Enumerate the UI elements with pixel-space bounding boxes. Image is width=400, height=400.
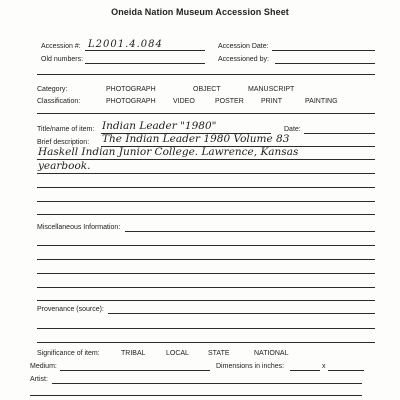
blank-line [37,187,375,188]
artist-label: Artist: [30,376,48,383]
significance-label: Significance of item: [37,350,100,357]
blank-line [37,74,375,75]
brief-description-underline-3 [37,173,375,174]
dimensions-height-line [328,370,364,371]
classification-option-painting: PAINTING [305,98,338,105]
blank-line [37,273,375,274]
medium-line [60,370,210,371]
category-label: Category: [37,86,68,93]
blank-line [37,328,375,329]
old-numbers-label: Old numbers: [41,56,84,63]
brief-description-line-3: yearbook. [38,160,91,172]
title-name-value: Indian Leader "1980" [102,120,217,132]
dimensions-separator: x [322,363,326,370]
blank-line [37,300,375,301]
dimensions-label: Dimensions in inches: [216,363,285,370]
classification-label: Classification: [37,98,81,105]
blank-line [30,395,362,396]
blank-line [37,214,375,215]
blank-line [37,287,375,288]
blank-line [37,113,375,114]
blank-line [37,245,375,246]
accessioned-by-line [275,63,375,64]
brief-description-line-1: The Indian Leader 1980 Volume 83 [102,133,290,145]
medium-label: Medium: [30,363,57,370]
classification-option-print: PRINT [261,98,282,105]
old-numbers-line [85,63,205,64]
accession-number-value: L2001.4.084 [88,39,163,50]
provenance-label: Provenance (source): [37,306,104,313]
category-option-photograph: PHOTOGRAPH [106,86,156,93]
accession-date-label: Accession Date: [218,43,269,50]
misc-info-label: Miscellaneous Information: [37,224,121,231]
blank-line [37,259,375,260]
accession-date-line [272,50,375,51]
accessioned-by-label: Accessioned by: [218,56,269,63]
date-label: Date: [284,126,301,133]
sheet-title: Oneida Nation Museum Accession Sheet [111,7,289,17]
significance-option-local: LOCAL [166,350,189,357]
provenance-line [108,313,375,314]
category-option-object: OBJECT [193,86,221,93]
significance-option-national: NATIONAL [254,350,289,357]
accession-number-line [85,50,205,51]
blank-line [37,201,375,202]
classification-option-photograph: PHOTOGRAPH [106,98,156,105]
classification-option-poster: POSTER [215,98,244,105]
artist-line [52,383,362,384]
brief-description-line-2: Haskell Indian Junior College. Lawrence, Kansas [38,146,299,158]
classification-option-video: VIDEO [173,98,195,105]
misc-info-line [125,231,375,232]
significance-option-tribal: TRIBAL [121,350,146,357]
blank-line [37,342,375,343]
significance-option-state: STATE [208,350,230,357]
category-option-manuscript: MANUSCRIPT [248,86,295,93]
brief-description-label: Brief description: [37,139,90,146]
title-name-label: Title/name of item: [37,126,95,133]
accession-number-label: Accession #: [41,43,81,50]
dimensions-width-line [290,370,320,371]
date-line [304,133,375,134]
